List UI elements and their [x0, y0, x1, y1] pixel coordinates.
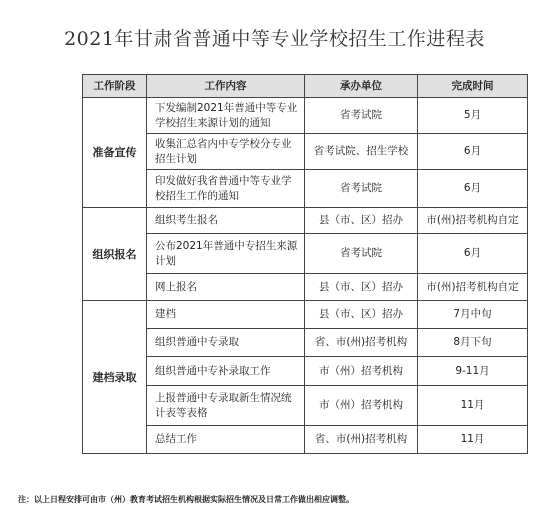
schedule-table: [82, 74, 528, 454]
time-cell: 8月下旬: [418, 329, 528, 357]
table-row: [83, 234, 528, 274]
content-cell: 总结工作: [147, 426, 305, 454]
table-row: [83, 426, 528, 454]
time-cell: 11月: [418, 386, 528, 426]
content-cell: 组织普通中专录取: [147, 329, 305, 357]
time-cell: 5月: [418, 98, 528, 134]
table-row: [83, 357, 528, 386]
stage-cell: 建档录取: [83, 301, 147, 454]
header-content: 工作内容: [147, 75, 305, 98]
header-unit: 承办单位: [305, 75, 418, 98]
footnote: 注：以上日程安排可由市（州）教育考试招生机构根据实际招生情况及日常工作做出相应调整。: [18, 495, 354, 504]
time-cell: 9-11月: [418, 357, 528, 386]
time-cell: 7月中旬: [418, 301, 528, 329]
unit-cell: 省考试院: [305, 98, 418, 134]
content-cell: 下发编制2021年普通中等专业学校招生来源计划的通知: [147, 98, 305, 134]
unit-cell: 省考试院: [305, 170, 418, 208]
header-time: 完成时间: [418, 75, 528, 98]
table-row: [83, 208, 528, 234]
header-stage: 工作阶段: [83, 75, 147, 98]
unit-cell: 县（市、区）招办: [305, 301, 418, 329]
time-cell: 6月: [418, 234, 528, 274]
content-cell: 公布2021年普通中专招生来源计划: [147, 234, 305, 274]
unit-cell: 市（州）招考机构: [305, 386, 418, 426]
stage-cell: 组织报名: [83, 208, 147, 301]
table-row: [83, 301, 528, 329]
content-cell: 组织普通中专补录取工作: [147, 357, 305, 386]
content-cell: 印发做好我省普通中等专业学校招生工作的通知: [147, 170, 305, 208]
unit-cell: 县（市、区）招办: [305, 208, 418, 234]
unit-cell: 省、市(州)招考机构: [305, 426, 418, 454]
time-cell: 市(州)招考机构自定: [418, 274, 528, 301]
unit-cell: 省考试院: [305, 234, 418, 274]
table-row: [83, 274, 528, 301]
table-row: [83, 170, 528, 208]
unit-cell: 省考试院、招生学校: [305, 134, 418, 170]
unit-cell: 市（州）招考机构: [305, 357, 418, 386]
content-cell: 建档: [147, 301, 305, 329]
unit-cell: 县（市、区）招办: [305, 274, 418, 301]
content-cell: 收集汇总省内中专学校分专业招生计划: [147, 134, 305, 170]
time-cell: 11月: [418, 426, 528, 454]
table-row: [83, 329, 528, 357]
unit-cell: 省、市(州)招考机构: [305, 329, 418, 357]
content-cell: 组织考生报名: [147, 208, 305, 234]
time-cell: 6月: [418, 170, 528, 208]
time-cell: 6月: [418, 134, 528, 170]
table-row: [83, 98, 528, 134]
table-header-row: [83, 75, 528, 98]
content-cell: 上报普通中专录取新生情况统计表等表格: [147, 386, 305, 426]
stage-cell: 准备宣传: [83, 98, 147, 208]
table-row: [83, 386, 528, 426]
time-cell: 市(州)招考机构自定: [418, 208, 528, 234]
content-cell: 网上报名: [147, 274, 305, 301]
table-row: [83, 134, 528, 170]
page-title: 2021年甘肃省普通中等专业学校招生工作进程表: [64, 28, 485, 50]
